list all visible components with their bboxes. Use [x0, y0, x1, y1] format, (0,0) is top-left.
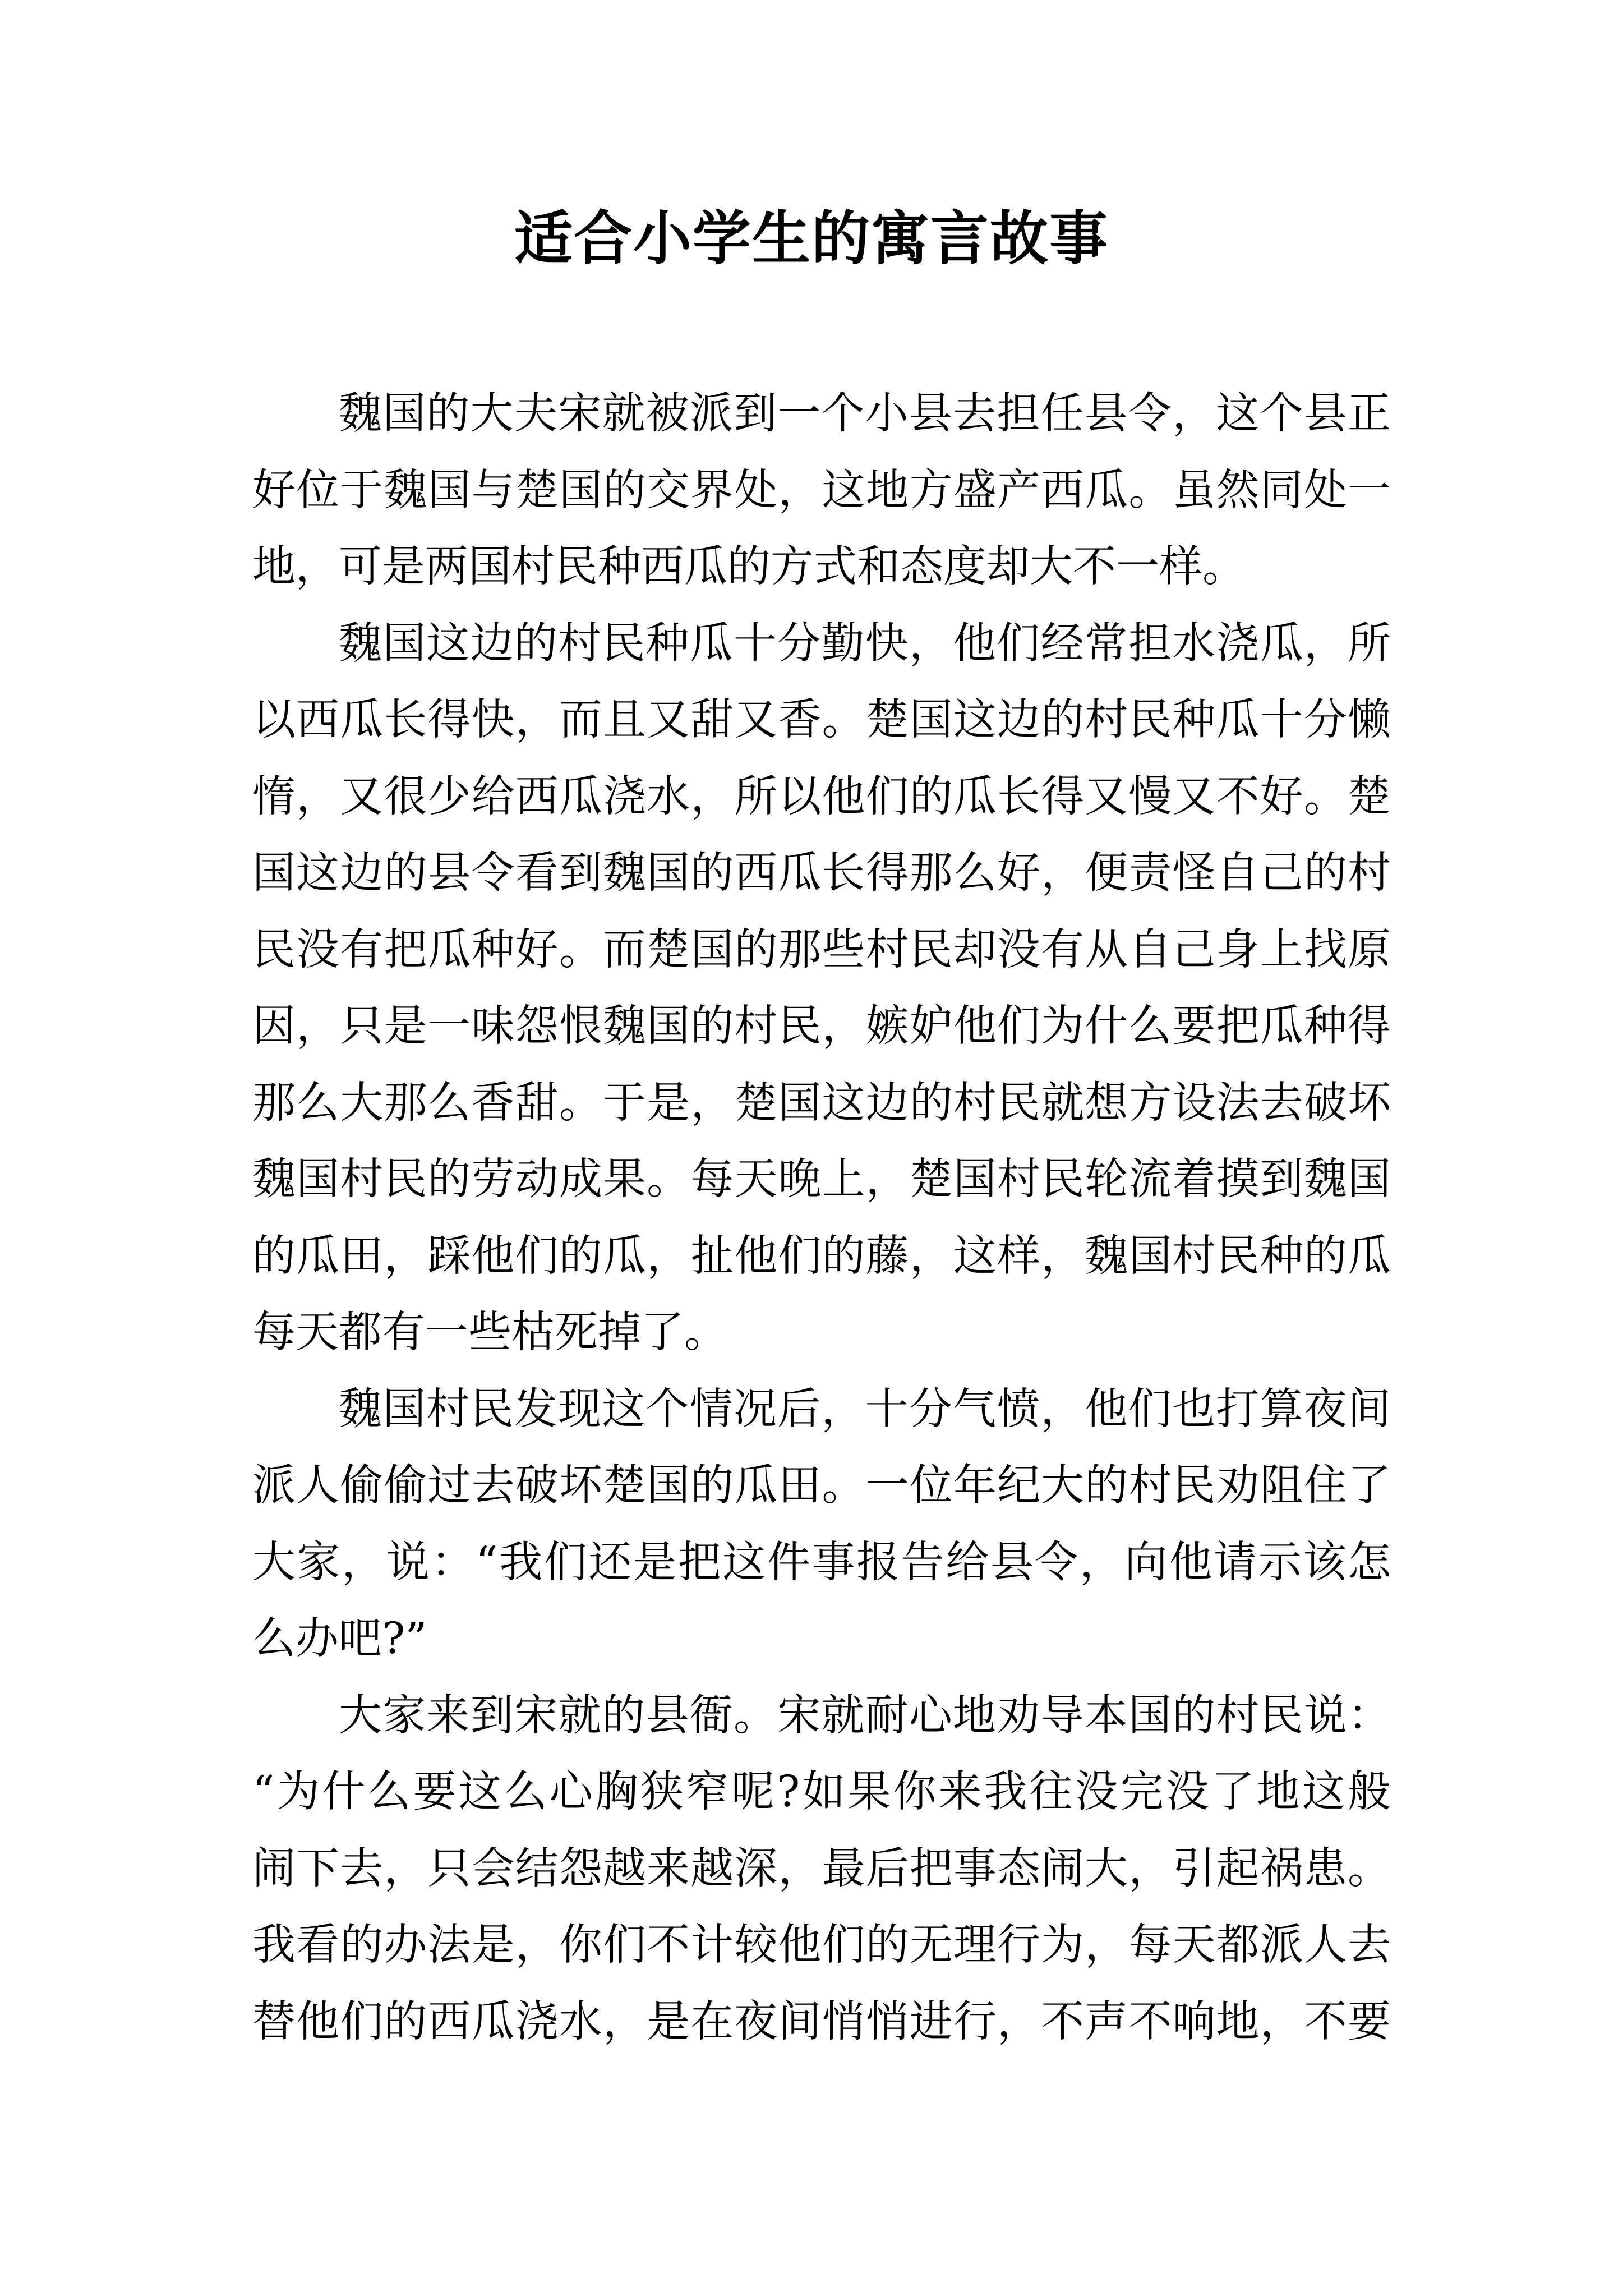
paragraph-line: 的瓜田，踩他们的瓜，扯他们的藤，这样，魏国村民种的瓜: [252, 1231, 1391, 1281]
paragraph-line: 我看的办法是，你们不计较他们的无理行为，每天都派人去: [252, 1920, 1391, 1970]
paragraph-line: 魏国村民发现这个情况后，十分气愤，他们也打算夜间: [339, 1384, 1391, 1434]
document-body: [252, 376, 1391, 2060]
paragraph-line: 地，可是两国村民种西瓜的方式和态度却大不一样。: [252, 542, 1246, 592]
paragraph-line: 派人偷偷过去破坏楚国的瓜田。一位年纪大的村民劝阻住了: [252, 1461, 1391, 1511]
paragraph-line: “为什么要这么心胸狭窄呢?如果你来我往没完没了地这般: [252, 1767, 1391, 1817]
paragraph-line: 魏国村民的劳动成果。每天晚上，楚国村民轮流着摸到魏国: [252, 1154, 1391, 1204]
paragraph-line: 因，只是一味怨恨魏国的村民，嫉妒他们为什么要把瓜种得: [252, 1001, 1391, 1051]
paragraph-line: 魏国这边的村民种瓜十分勤快，他们经常担水浇瓜，所: [339, 618, 1391, 669]
paragraph-line: 闹下去，只会结怨越来越深，最后把事态闹大，引起祸患。: [252, 1843, 1391, 1894]
paragraph-line: 替他们的西瓜浇水，是在夜间悄悄进行，不声不响地，不要: [252, 1996, 1391, 2047]
paragraph-line: 大家，说：“我们还是把这件事报告给县令，向他请示该怎: [252, 1537, 1391, 1588]
paragraph-line: 魏国的大夫宋就被派到一个小县去担任县令，这个县正: [339, 389, 1391, 439]
paragraph-line: 大家来到宋就的县衙。宋就耐心地劝导本国的村民说：: [339, 1690, 1391, 1741]
paragraph-line: 那么大那么香甜。于是，楚国这边的村民就想方设法去破坏: [252, 1078, 1391, 1128]
paragraph-line: 民没有把瓜种好。而楚国的那些村民却没有从自己身上找原: [252, 924, 1391, 975]
paragraph-line: 好位于魏国与楚国的交界处，这地方盛产西瓜。虽然同处一: [252, 465, 1391, 516]
paragraph-line: 惰，又很少给西瓜浇水，所以他们的瓜长得又慢又不好。楚: [252, 771, 1391, 822]
paragraph-line: 以西瓜长得快，而且又甜又香。楚国这边的村民种瓜十分懒: [252, 695, 1391, 745]
document-title: 适合小学生的寓言故事: [514, 204, 1109, 273]
paragraph-line: 么办吧?”: [252, 1614, 427, 1664]
paragraph-line: 国这边的县令看到魏国的西瓜长得那么好，便责怪自己的村: [252, 848, 1391, 898]
paragraph-line: 每天都有一些枯死掉了。: [252, 1308, 727, 1358]
